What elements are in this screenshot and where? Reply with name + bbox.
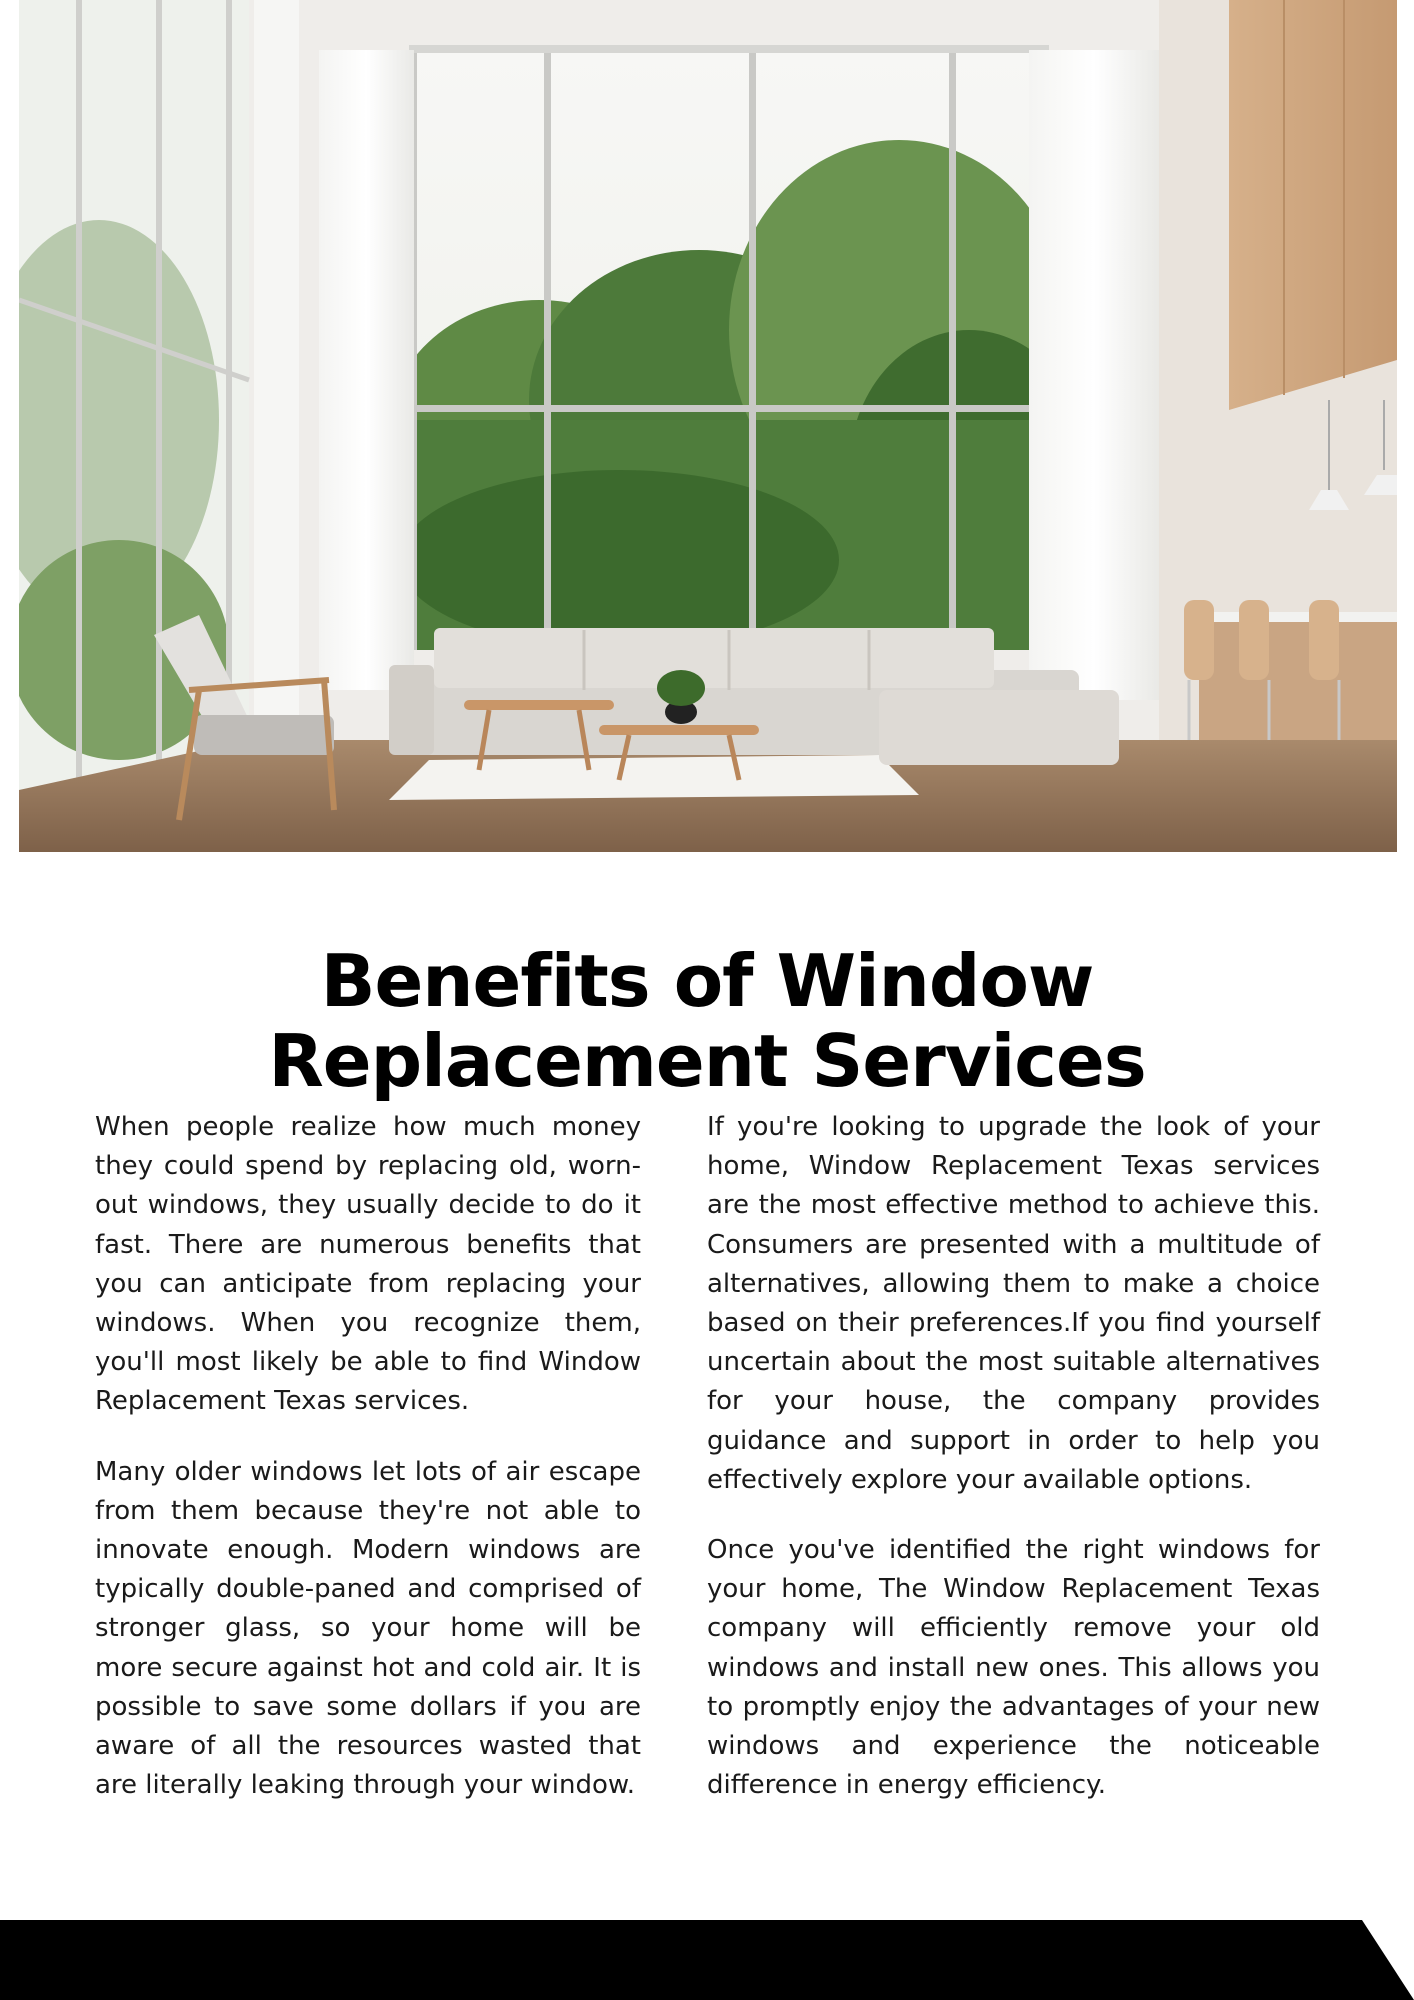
right-column <box>707 1108 1320 1836</box>
title-line-1: Benefits of Window <box>320 939 1094 1024</box>
paragraph: If you're looking to upgrade the look of your home, Window Replacement Texas services are the most effective method to achieve this. Consumers are presented with a multitude of alternatives, allowing them to make a choice based on their preferences.If you find yourself uncertain about the most suitable alternatives for your house, the company provides guidance and support in order to help you effectively explore your available options. <box>707 1112 1320 1495</box>
paragraph: When people realize how much money they could spend by replacing old, worn-out windows, they usually decide to do it fast. There are numerous benefits that you can anticipate from replacing your windows. When you recognize them, you'll most likely be able to find Window Replacement Texas services. <box>95 1112 641 1417</box>
living-room-photo <box>19 0 1397 852</box>
footer-band <box>0 1920 1414 2000</box>
hero-image <box>19 0 1397 852</box>
title-line-2: Replacement Services <box>268 1019 1146 1104</box>
paragraph: Many older windows let lots of air escape from them because they're not able to innovate enough. Modern windows are typically double-paned and comprised of stronger glass, so your home will be more secure against hot and cold air. It is possible to save some dollars if you are aware of all the resources wasted that are literally leaking through your window. <box>95 1456 641 1801</box>
footer-shape <box>0 1920 1414 2000</box>
left-column <box>95 1108 641 1836</box>
page-title <box>0 939 1414 1104</box>
paragraph: Once you've identified the right windows for your home, The Window Replacement Texas company will efficiently remove your old windows and install new ones. This allows you to promptly enjoy the advantages of your new windows and experience the noticeable difference in energy efficiency. <box>707 1535 1320 1801</box>
